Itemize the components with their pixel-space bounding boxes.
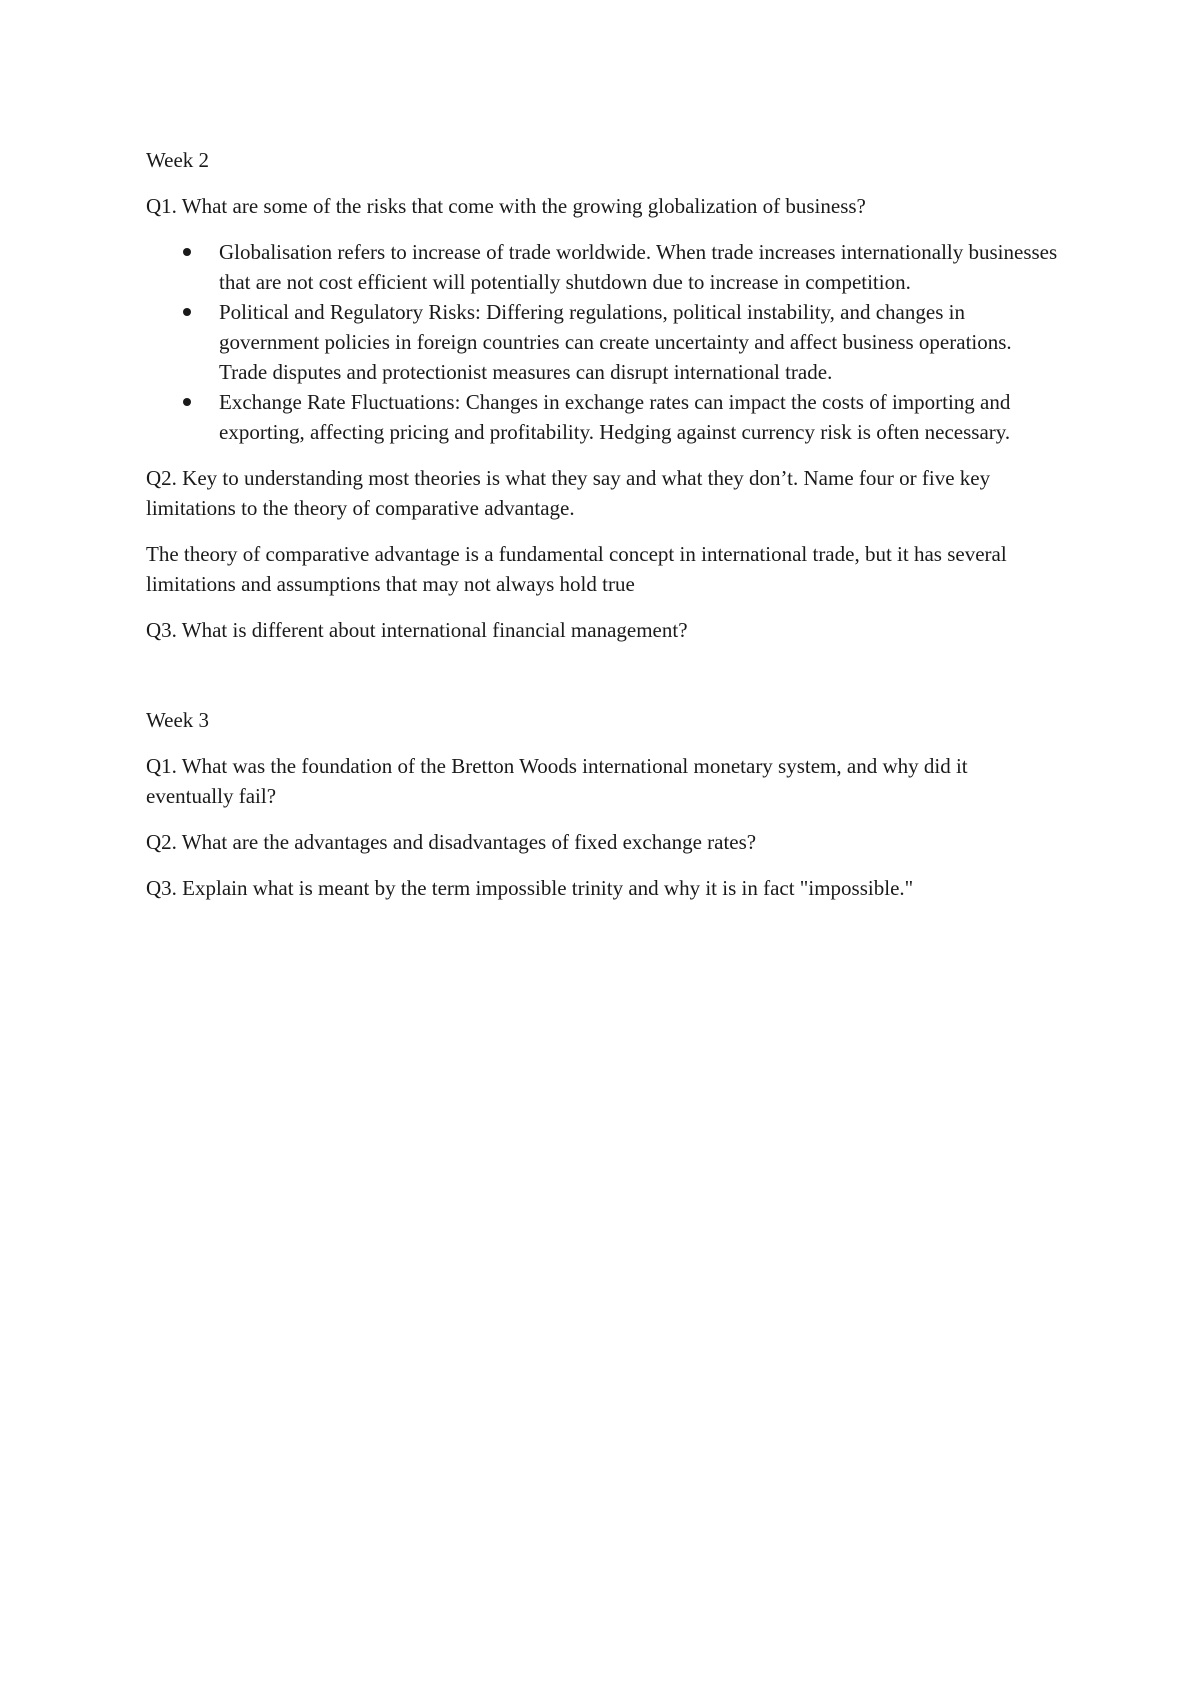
section-spacer xyxy=(146,661,1060,705)
week-2-question-2: Q2. Key to understanding most theories is what they say and what they don’t. Name four or five key limitations to the theory of comparative advantage. xyxy=(146,466,991,520)
week-3-question-1: Q1. What was the foundation of the Bretton Woods international monetary system, and why did it eventually fail? xyxy=(146,754,968,808)
week-2-section xyxy=(146,145,1060,645)
list-item-text: Globalisation refers to increase of trade worldwide. When trade increases internationally businesses that are not cost efficient will potentially shutdown due to increase in competition. xyxy=(219,240,1058,294)
list-item xyxy=(146,237,1060,297)
list-item xyxy=(146,297,1060,387)
bullet-icon xyxy=(183,308,191,316)
list-item-text: Exchange Rate Fluctuations: Changes in exchange rates can impact the costs of importing and exporting, affecting pricing and profitability. Hedging against currency risk is often necessary. xyxy=(219,390,1011,444)
week-2-question-1: Q1. What are some of the risks that come with the growing globalization of business? xyxy=(146,194,866,218)
week-2-question-2-answer: The theory of comparative advantage is a fundamental concept in international trade, but it has several limitations and assumptions that may not always hold true xyxy=(146,542,1007,596)
week-2-question-3: Q3. What is different about international financial management? xyxy=(146,618,688,642)
week-3-title: Week 3 xyxy=(146,708,210,732)
list-item-text: Political and Regulatory Risks: Differing regulations, political instability, and changes in government policies in foreign countries can create uncertainty and affect business operations. Trade disputes and protectionist measures can disrupt international trade. xyxy=(219,300,1012,384)
week-3-section xyxy=(146,705,1060,903)
week-2-title: Week 2 xyxy=(146,148,210,172)
bullet-icon xyxy=(183,248,191,256)
week-2-q1-answer-list xyxy=(146,237,1060,447)
week-3-question-3: Q3. Explain what is meant by the term impossible trinity and why it is in fact "impossible." xyxy=(146,876,914,900)
week-3-question-2: Q2. What are the advantages and disadvantages of fixed exchange rates? xyxy=(146,830,757,854)
list-item xyxy=(146,387,1060,447)
bullet-icon xyxy=(183,398,191,406)
